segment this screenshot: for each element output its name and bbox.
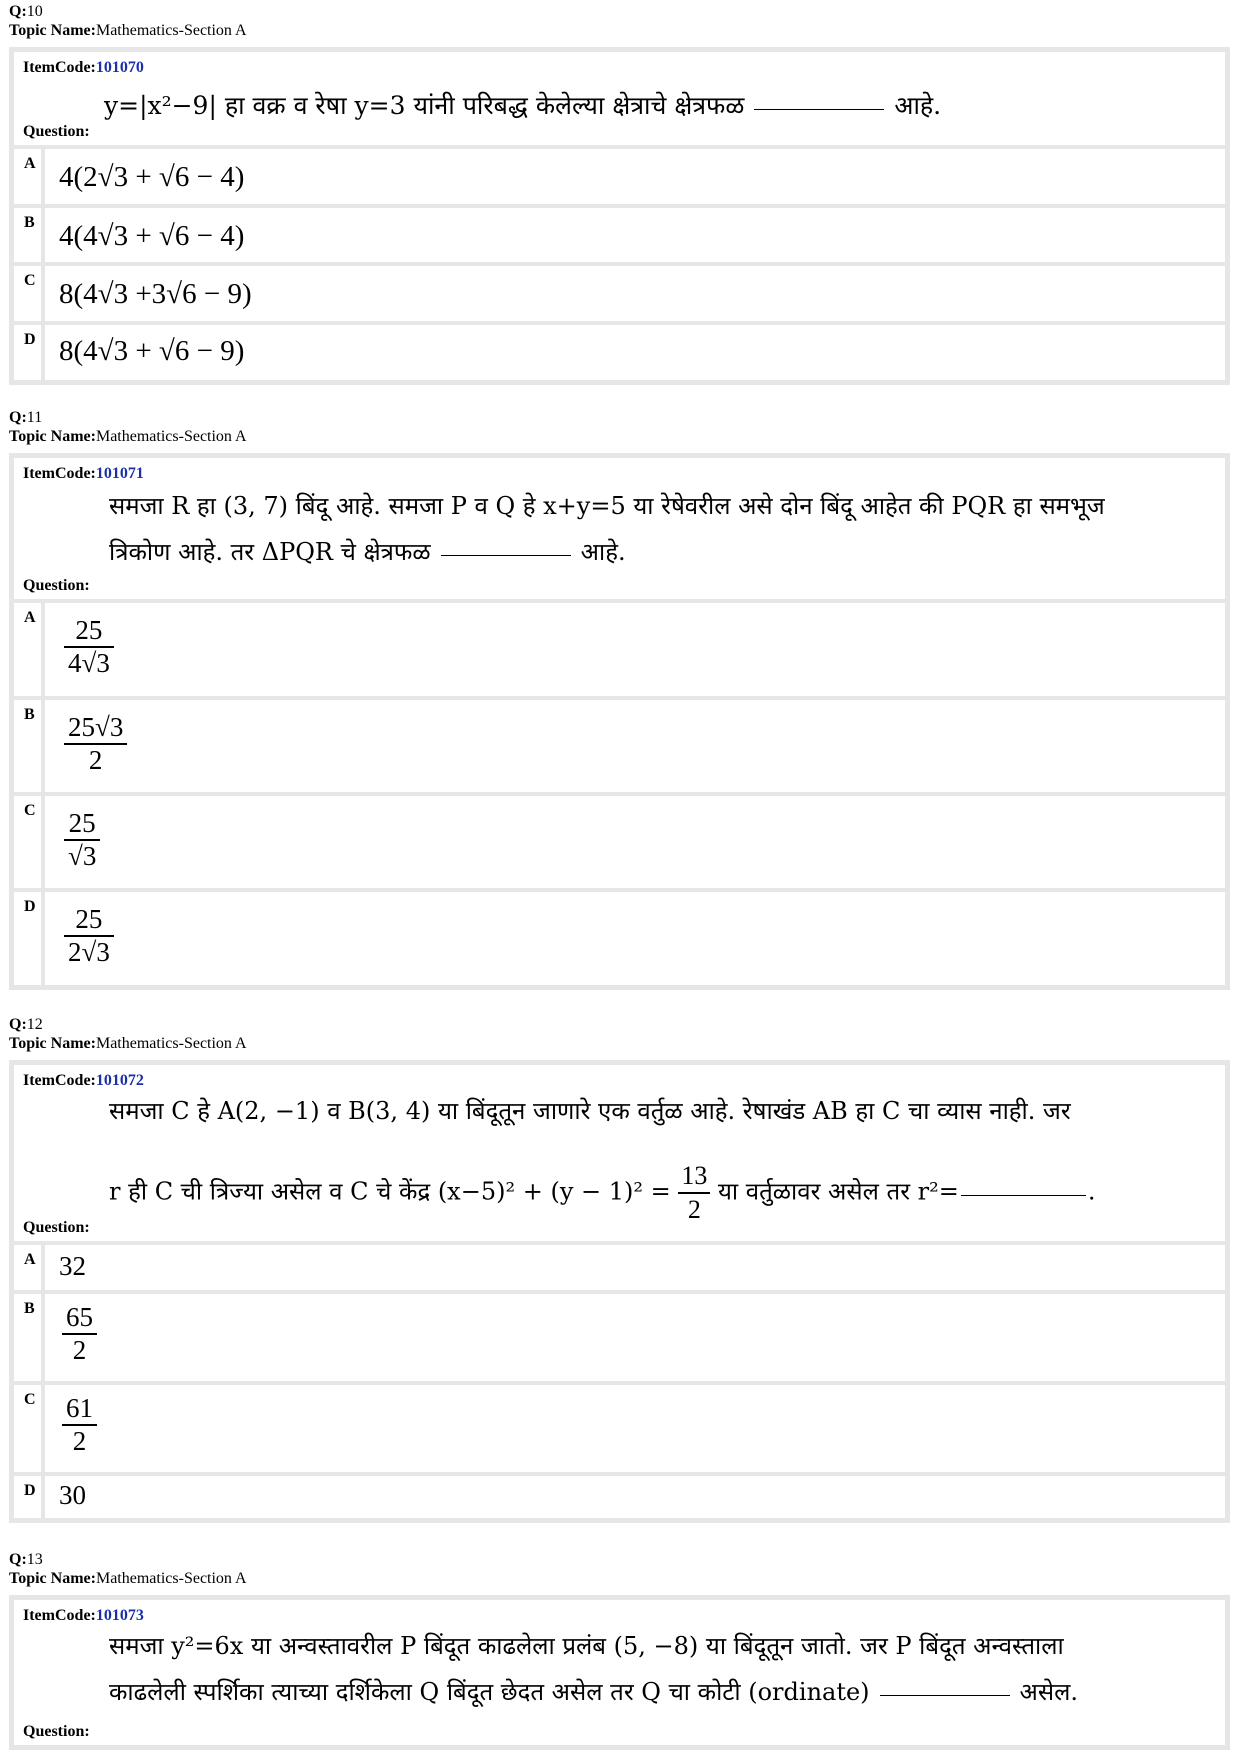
option-fraction: $\frac{25}{√3}$	[64, 808, 100, 872]
topic-name: Topic Name:Mathematics-Section A	[9, 22, 247, 39]
option-text: 4(4√3 + √6 − 4)	[59, 220, 245, 252]
question-box	[9, 1595, 1230, 1750]
option-fraction: $\frac{25√3}{2}$	[64, 712, 127, 776]
option-row[interactable]	[14, 892, 1225, 985]
item-code: ItemCode:101073	[23, 1607, 144, 1624]
question-label: Question:	[23, 1723, 90, 1740]
question-11	[9, 408, 1230, 967]
item-code: ItemCode:101070	[23, 59, 144, 76]
item-code: ItemCode:101071	[23, 465, 144, 482]
question-10	[9, 2, 1230, 367]
option-row[interactable]	[14, 796, 1225, 892]
option-text: 32	[59, 1251, 86, 1281]
answer-blank	[441, 555, 571, 556]
option-fraction: $\frac{25}{2√3}$	[64, 904, 114, 968]
option-label: A	[14, 603, 45, 696]
answer-blank	[880, 1695, 1010, 1696]
option-row[interactable]	[14, 603, 1225, 700]
question-line-2: r ही C ची त्रिज्या असेल व C चे केंद्र (x−5)² + (y − 1)² = $\frac{13}{2}$ या वर्तुळावर असेल तर r²= .	[109, 1161, 1096, 1224]
question-label: Question:	[23, 1219, 90, 1236]
question-label: Question:	[23, 123, 90, 140]
option-row[interactable]	[14, 1385, 1225, 1476]
option-text: 8(4√3 + √6 − 9)	[59, 335, 245, 367]
option-row[interactable]	[14, 266, 1225, 325]
question-line-1: समजा R हा (3, 7) बिंदू आहे. समजा P व Q हे x+y=5 या रेषेवरील असे दोन बिंदू आहेत की PQR हा समभूज	[109, 492, 1105, 520]
question-text: y=|x²−9| हा वक्र व रेषा y=3 यांनी परिबद्ध केलेल्या क्षेत्राचे क्षेत्रफळ आहे.	[104, 91, 942, 120]
question-12	[9, 1015, 1230, 1510]
question-row	[14, 52, 1225, 149]
option-row[interactable]	[14, 1294, 1225, 1385]
option-label: D	[14, 325, 45, 380]
option-label: B	[14, 1294, 45, 1381]
option-row[interactable]	[14, 325, 1225, 380]
topic-name: Topic Name:Mathematics-Section A	[9, 428, 247, 445]
item-code: ItemCode:101072	[23, 1072, 144, 1089]
option-label: C	[14, 1385, 45, 1472]
option-text: 30	[59, 1480, 86, 1510]
question-box	[9, 1060, 1230, 1523]
question-box	[9, 453, 1230, 990]
question-row	[14, 458, 1225, 603]
question-label: Question:	[23, 577, 90, 594]
topic-name: Topic Name:Mathematics-Section A	[9, 1035, 247, 1052]
option-row[interactable]	[14, 1245, 1225, 1294]
question-row	[14, 1600, 1225, 1745]
question-line-2: काढलेली स्पर्शिका त्याच्या दर्शिकेला Q बिंदूत छेदत असेल तर Q चा कोटी (ordinate) असेल.	[109, 1678, 1079, 1706]
question-number: Q:12	[9, 1016, 43, 1033]
fraction: $\frac{13}{2}$	[678, 1160, 710, 1226]
question-line-1: समजा C हे A(2, −1) व B(3, 4) या बिंदूतून जाणारे एक वर्तुळ आहे. रेषाखंड AB हा C चा व्यास नाही. जर	[109, 1097, 1071, 1125]
option-label: A	[14, 1245, 45, 1290]
option-row[interactable]	[14, 149, 1225, 208]
question-number: Q:11	[9, 409, 43, 426]
question-row	[14, 1065, 1225, 1245]
answer-blank	[961, 1195, 1086, 1196]
option-fraction: $\frac{25}{4√3}$	[64, 615, 114, 679]
option-label: C	[14, 796, 45, 888]
option-label: D	[14, 1476, 45, 1518]
option-text: 8(4√3 +3√6 − 9)	[59, 278, 252, 310]
option-text: 4(2√3 + √6 − 4)	[59, 161, 245, 193]
option-row[interactable]	[14, 1476, 1225, 1518]
question-line-2: त्रिकोण आहे. तर ΔPQR चे क्षेत्रफळ आहे.	[109, 538, 626, 566]
answer-blank	[754, 109, 884, 110]
option-fraction: $\frac{61}{2}$	[62, 1393, 97, 1457]
question-line-1: समजा y²=6x या अन्वस्तावरील P बिंदूत काढलेला प्रलंब (5, −8) या बिंदूतून जातो. जर P बिंदूत अन्वस्ताला	[109, 1632, 1064, 1660]
question-number: Q:13	[9, 1551, 43, 1568]
topic-name: Topic Name:Mathematics-Section A	[9, 1570, 247, 1587]
option-row[interactable]	[14, 700, 1225, 796]
option-label: B	[14, 208, 45, 262]
question-box	[9, 47, 1230, 385]
option-label: D	[14, 892, 45, 985]
option-label: B	[14, 700, 45, 792]
option-label: A	[14, 149, 45, 204]
question-13	[9, 1550, 1230, 1740]
question-number: Q:10	[9, 3, 43, 20]
option-row[interactable]	[14, 208, 1225, 266]
option-label: C	[14, 266, 45, 321]
option-fraction: $\frac{65}{2}$	[62, 1302, 97, 1366]
